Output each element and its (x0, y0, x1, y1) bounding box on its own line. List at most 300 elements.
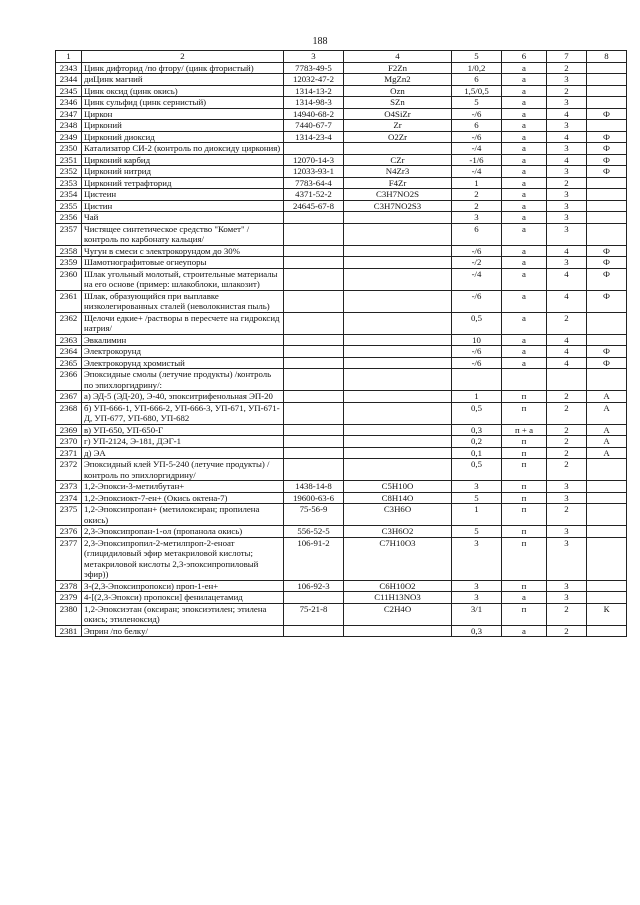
effect-note (587, 85, 627, 97)
cas-number: 75-21-8 (284, 603, 344, 625)
hazard-class: 2 (547, 447, 587, 459)
aggregate-state: п (502, 603, 547, 625)
header-row (56, 51, 627, 63)
hazard-class: 3 (547, 580, 587, 592)
formula: O2Zr (344, 131, 452, 143)
aggregate-state: а (502, 200, 547, 212)
effect-note (587, 369, 627, 391)
effect-note (587, 200, 627, 212)
hazard-class: 2 (547, 504, 587, 526)
hazard-class: 2 (547, 177, 587, 189)
entry-number: 2344 (56, 74, 82, 86)
limit-value: 0,5 (452, 402, 502, 424)
substance-name: д) ЭА (82, 447, 284, 459)
aggregate-state: п + а (502, 424, 547, 436)
table-row (56, 334, 627, 346)
entry-number: 2367 (56, 391, 82, 403)
table-row (56, 85, 627, 97)
limit-value: 6 (452, 223, 502, 245)
cas-number (284, 346, 344, 358)
column-header: 5 (452, 51, 502, 63)
effect-note (587, 189, 627, 201)
limit-value: -/6 (452, 108, 502, 120)
cas-number (284, 447, 344, 459)
aggregate-state: п (502, 504, 547, 526)
formula (344, 268, 452, 290)
substance-name: 4-[(2,3-Эпокси) пропокси] фенилацетамид (82, 592, 284, 604)
table-row (56, 402, 627, 424)
hazard-class: 3 (547, 97, 587, 109)
limit-value: 0,3 (452, 424, 502, 436)
entry-number: 2370 (56, 436, 82, 448)
formula (344, 357, 452, 369)
table-row (56, 526, 627, 538)
table-row (56, 223, 627, 245)
formula (344, 290, 452, 312)
cas-number: 75-56-9 (284, 504, 344, 526)
aggregate-state: а (502, 177, 547, 189)
effect-note: Ф (587, 346, 627, 358)
entry-number: 2349 (56, 131, 82, 143)
aggregate-state: п (502, 492, 547, 504)
aggregate-state: а (502, 357, 547, 369)
aggregate-state: а (502, 108, 547, 120)
formula (344, 459, 452, 481)
substance-name: Шлак угольный молотый, строительные материалы на его основе (пример: шлакоблоки, шлакозит) (82, 268, 284, 290)
cas-number (284, 424, 344, 436)
substance-name: 2,3-Эпоксипропан-1-ол (пропанола окись) (82, 526, 284, 538)
table-row (56, 108, 627, 120)
effect-note (587, 481, 627, 493)
effect-note (587, 592, 627, 604)
hazard-class: 4 (547, 245, 587, 257)
table-row (56, 447, 627, 459)
cas-number (284, 402, 344, 424)
cas-number (284, 143, 344, 155)
effect-note (587, 97, 627, 109)
aggregate-state: а (502, 85, 547, 97)
table-row (56, 74, 627, 86)
substance-name: 1,2-Эпоксиокт-7-ен+ (Окись октена-7) (82, 492, 284, 504)
entry-number: 2379 (56, 592, 82, 604)
entry-number: 2376 (56, 526, 82, 538)
limit-value: 1/0,2 (452, 62, 502, 74)
aggregate-state: а (502, 143, 547, 155)
hazard-class: 4 (547, 346, 587, 358)
effect-note (587, 625, 627, 637)
aggregate-state: а (502, 212, 547, 224)
formula: C3H7NO2S (344, 189, 452, 201)
formula (344, 424, 452, 436)
substance-name: Цирконий тетрафторид (82, 177, 284, 189)
formula: C8H14O (344, 492, 452, 504)
entry-number: 2372 (56, 459, 82, 481)
substance-name: 2,3-Эпоксипропил-2-метилпроп-2-еноат (глицидиловый эфир метакриловой кислоты; метакриловой кислоты 2,3-эпоксипропиловый эфир)) (82, 537, 284, 580)
hazard-class: 3 (547, 74, 587, 86)
formula: Zr (344, 120, 452, 132)
formula (344, 346, 452, 358)
cas-number (284, 592, 344, 604)
hazard-class: 2 (547, 391, 587, 403)
hazard-class: 3 (547, 481, 587, 493)
effect-note: А (587, 436, 627, 448)
effect-note (587, 120, 627, 132)
effect-note (587, 312, 627, 334)
entry-number: 2369 (56, 424, 82, 436)
effect-note: Ф (587, 290, 627, 312)
substance-name: Цирконий (82, 120, 284, 132)
entry-number: 2375 (56, 504, 82, 526)
substance-name: Шлак, образующийся при выплавке низколегированных сталей (неволокнистая пыль) (82, 290, 284, 312)
aggregate-state: а (502, 97, 547, 109)
substance-name: диЦинк магний (82, 74, 284, 86)
formula (344, 625, 452, 637)
entry-number: 2343 (56, 62, 82, 74)
table-row (56, 424, 627, 436)
limit-value: -/6 (452, 290, 502, 312)
cas-number: 106-92-3 (284, 580, 344, 592)
hazard-class: 3 (547, 592, 587, 604)
hazard-class (547, 369, 587, 391)
cas-number: 19600-63-6 (284, 492, 344, 504)
substance-name: Шамотнографитовые огнеупоры (82, 257, 284, 269)
entry-number: 2368 (56, 402, 82, 424)
formula (344, 391, 452, 403)
aggregate-state: п (502, 481, 547, 493)
formula: F4Zr (344, 177, 452, 189)
table-row (56, 504, 627, 526)
column-header: 4 (344, 51, 452, 63)
formula (344, 212, 452, 224)
table-row (56, 97, 627, 109)
substance-name: Эвкалимин (82, 334, 284, 346)
cas-number: 7440-67-7 (284, 120, 344, 132)
aggregate-state: а (502, 131, 547, 143)
table-row (56, 346, 627, 358)
formula: C11H13NO3 (344, 592, 452, 604)
substance-name: Чистящее синтетическое средство "Комет" /контроль по карбонату кальция/ (82, 223, 284, 245)
aggregate-state: п (502, 402, 547, 424)
entry-number: 2373 (56, 481, 82, 493)
effect-note: Ф (587, 143, 627, 155)
entry-number: 2350 (56, 143, 82, 155)
substance-name: Чугун в смеси с электрокорундом до 30% (82, 245, 284, 257)
hazard-class: 3 (547, 143, 587, 155)
effect-note (587, 212, 627, 224)
effect-note: Ф (587, 154, 627, 166)
entry-number: 2347 (56, 108, 82, 120)
substance-name: 1,2-Эпоксиэтан (оксиран; эпоксиэтилен; этилена окись; этиленоксид) (82, 603, 284, 625)
effect-note: Ф (587, 108, 627, 120)
entry-number: 2345 (56, 85, 82, 97)
hazard-class: 4 (547, 154, 587, 166)
limit-value: 0,2 (452, 436, 502, 448)
entry-number: 2364 (56, 346, 82, 358)
entry-number: 2374 (56, 492, 82, 504)
cas-number (284, 369, 344, 391)
aggregate-state: п (502, 459, 547, 481)
limit-value: 6 (452, 120, 502, 132)
hazard-class: 2 (547, 459, 587, 481)
limit-value: -/6 (452, 346, 502, 358)
cas-number (284, 268, 344, 290)
table-row (56, 580, 627, 592)
aggregate-state: п (502, 436, 547, 448)
table-row (56, 257, 627, 269)
entry-number: 2380 (56, 603, 82, 625)
aggregate-state: а (502, 74, 547, 86)
formula: O4SiZr (344, 108, 452, 120)
table-row (56, 357, 627, 369)
formula: N4Zr3 (344, 166, 452, 178)
formula (344, 257, 452, 269)
effect-note: А (587, 424, 627, 436)
limit-value: 0,5 (452, 312, 502, 334)
entry-number: 2358 (56, 245, 82, 257)
substance-name: Цирконий карбид (82, 154, 284, 166)
limit-value: 3/1 (452, 603, 502, 625)
limit-value: 10 (452, 334, 502, 346)
cas-number (284, 391, 344, 403)
limit-value: -1/6 (452, 154, 502, 166)
substance-name: 1,2-Эпоксипропан+ (метилоксиран; пропилена окись) (82, 504, 284, 526)
effect-note: К (587, 603, 627, 625)
limit-value: 5 (452, 492, 502, 504)
effect-note (587, 223, 627, 245)
hazard-class: 3 (547, 526, 587, 538)
formula (344, 436, 452, 448)
cas-number (284, 357, 344, 369)
limit-value: -/4 (452, 166, 502, 178)
limit-value: 2 (452, 189, 502, 201)
entry-number: 2359 (56, 257, 82, 269)
effect-note: Ф (587, 257, 627, 269)
aggregate-state: а (502, 154, 547, 166)
entry-number: 2363 (56, 334, 82, 346)
aggregate-state: а (502, 346, 547, 358)
formula: C5H10O (344, 481, 452, 493)
table-row (56, 369, 627, 391)
effect-note: А (587, 447, 627, 459)
entry-number: 2365 (56, 357, 82, 369)
cas-number (284, 212, 344, 224)
limit-value: -/2 (452, 257, 502, 269)
substance-name: Цирконий нитрид (82, 166, 284, 178)
effect-note: Ф (587, 245, 627, 257)
formula: C3H6O (344, 504, 452, 526)
effect-note (587, 504, 627, 526)
table-row (56, 603, 627, 625)
effect-note (587, 526, 627, 538)
cas-number: 7783-64-4 (284, 177, 344, 189)
limit-value: 1 (452, 504, 502, 526)
limit-value: 3 (452, 537, 502, 580)
cas-number: 1314-98-3 (284, 97, 344, 109)
column-header: 2 (82, 51, 284, 63)
cas-number (284, 312, 344, 334)
effect-note (587, 334, 627, 346)
hazard-class: 3 (547, 189, 587, 201)
entry-number: 2346 (56, 97, 82, 109)
hazard-class: 3 (547, 223, 587, 245)
cas-number (284, 334, 344, 346)
cas-number (284, 436, 344, 448)
limit-value: 0,1 (452, 447, 502, 459)
table-row (56, 625, 627, 637)
entry-number: 2378 (56, 580, 82, 592)
page-number: 188 (312, 36, 328, 47)
substance-name: Эпоксидный клей УП-5-240 (летучие продукты) /контроль по эпихлоргидрину/ (82, 459, 284, 481)
table-row (56, 592, 627, 604)
hazard-class: 2 (547, 312, 587, 334)
substance-name: Циркон (82, 108, 284, 120)
limit-value: 3 (452, 481, 502, 493)
entry-number: 2355 (56, 200, 82, 212)
hazard-class: 2 (547, 436, 587, 448)
aggregate-state: а (502, 223, 547, 245)
table-row (56, 481, 627, 493)
table-row (56, 245, 627, 257)
aggregate-state: а (502, 268, 547, 290)
effect-note: Ф (587, 166, 627, 178)
formula: SZn (344, 97, 452, 109)
limit-value: 5 (452, 97, 502, 109)
table-row (56, 189, 627, 201)
table-row (56, 212, 627, 224)
formula: MgZn2 (344, 74, 452, 86)
substance-name: Щелочи едкие+ /растворы в пересчете на гидроксид натрия/ (82, 312, 284, 334)
hazard-class: 3 (547, 120, 587, 132)
formula: CZr (344, 154, 452, 166)
effect-note (587, 74, 627, 86)
table-row (56, 459, 627, 481)
formula: C2H4O (344, 603, 452, 625)
limit-value: 3 (452, 212, 502, 224)
hazard-class: 3 (547, 257, 587, 269)
entry-number: 2371 (56, 447, 82, 459)
table-row (56, 131, 627, 143)
substance-name: Эприн /по белку/ (82, 625, 284, 637)
hazard-class: 2 (547, 402, 587, 424)
cas-number: 1314-23-4 (284, 131, 344, 143)
cas-number (284, 245, 344, 257)
substance-name: а) ЭД-5 (ЭД-20), Э-40, эпокситрифенольная ЭП-20 (82, 391, 284, 403)
hazard-class: 4 (547, 334, 587, 346)
effect-note (587, 537, 627, 580)
limit-value: 6 (452, 74, 502, 86)
table-row (56, 436, 627, 448)
table-row (56, 154, 627, 166)
hazard-class: 3 (547, 492, 587, 504)
table-row (56, 62, 627, 74)
hazard-class: 2 (547, 424, 587, 436)
aggregate-state: п (502, 580, 547, 592)
hazard-class: 3 (547, 537, 587, 580)
aggregate-state: п (502, 391, 547, 403)
substance-table (55, 50, 627, 637)
aggregate-state: п (502, 526, 547, 538)
cas-number (284, 257, 344, 269)
cas-number: 106-91-2 (284, 537, 344, 580)
entry-number: 2351 (56, 154, 82, 166)
formula: C6H10O2 (344, 580, 452, 592)
entry-number: 2360 (56, 268, 82, 290)
entry-number: 2357 (56, 223, 82, 245)
table-row (56, 120, 627, 132)
substance-name: г) УП-2124, Э-181, ДЭГ-1 (82, 436, 284, 448)
entry-number: 2356 (56, 212, 82, 224)
effect-note (587, 459, 627, 481)
cas-number: 12070-14-3 (284, 154, 344, 166)
formula (344, 369, 452, 391)
formula (344, 245, 452, 257)
hazard-class: 4 (547, 108, 587, 120)
cas-number (284, 290, 344, 312)
cas-number (284, 625, 344, 637)
entry-number: 2348 (56, 120, 82, 132)
formula: C3H6O2 (344, 526, 452, 538)
effect-note: А (587, 391, 627, 403)
hazard-class: 2 (547, 603, 587, 625)
aggregate-state: а (502, 625, 547, 637)
aggregate-state: а (502, 189, 547, 201)
limit-value: 2 (452, 200, 502, 212)
effect-note (587, 177, 627, 189)
aggregate-state: а (502, 290, 547, 312)
effect-note: Ф (587, 357, 627, 369)
formula (344, 312, 452, 334)
hazard-class: 4 (547, 290, 587, 312)
limit-value: -/6 (452, 357, 502, 369)
column-header: 7 (547, 51, 587, 63)
limit-value: 0,5 (452, 459, 502, 481)
aggregate-state: а (502, 120, 547, 132)
cas-number: 7783-49-5 (284, 62, 344, 74)
hazard-class: 3 (547, 166, 587, 178)
substance-name: в) УП-650, УП-650-Г (82, 424, 284, 436)
aggregate-state: а (502, 166, 547, 178)
cas-number (284, 223, 344, 245)
cas-number: 12033-93-1 (284, 166, 344, 178)
formula (344, 223, 452, 245)
cas-number (284, 459, 344, 481)
hazard-class: 2 (547, 625, 587, 637)
substance-name: 1,2-Эпокси-3-метилбутан+ (82, 481, 284, 493)
cas-number: 1438-14-8 (284, 481, 344, 493)
substance-name: Цинк сульфид (цинк сернистый) (82, 97, 284, 109)
limit-value: -/4 (452, 143, 502, 155)
column-header: 6 (502, 51, 547, 63)
table-row (56, 268, 627, 290)
limit-value: 0,3 (452, 625, 502, 637)
limit-value: -/4 (452, 268, 502, 290)
table-row (56, 391, 627, 403)
substance-name: 3-(2,3-Эпоксипропокси) проп-1-ен+ (82, 580, 284, 592)
limit-value: 3 (452, 592, 502, 604)
aggregate-state: а (502, 312, 547, 334)
entry-number: 2354 (56, 189, 82, 201)
formula: F2Zn (344, 62, 452, 74)
formula (344, 143, 452, 155)
substance-name: Электрокорунд (82, 346, 284, 358)
cas-number: 556-52-5 (284, 526, 344, 538)
effect-note (587, 580, 627, 592)
hazard-class: 4 (547, 268, 587, 290)
table-row (56, 312, 627, 334)
entry-number: 2352 (56, 166, 82, 178)
effect-note (587, 62, 627, 74)
formula (344, 334, 452, 346)
